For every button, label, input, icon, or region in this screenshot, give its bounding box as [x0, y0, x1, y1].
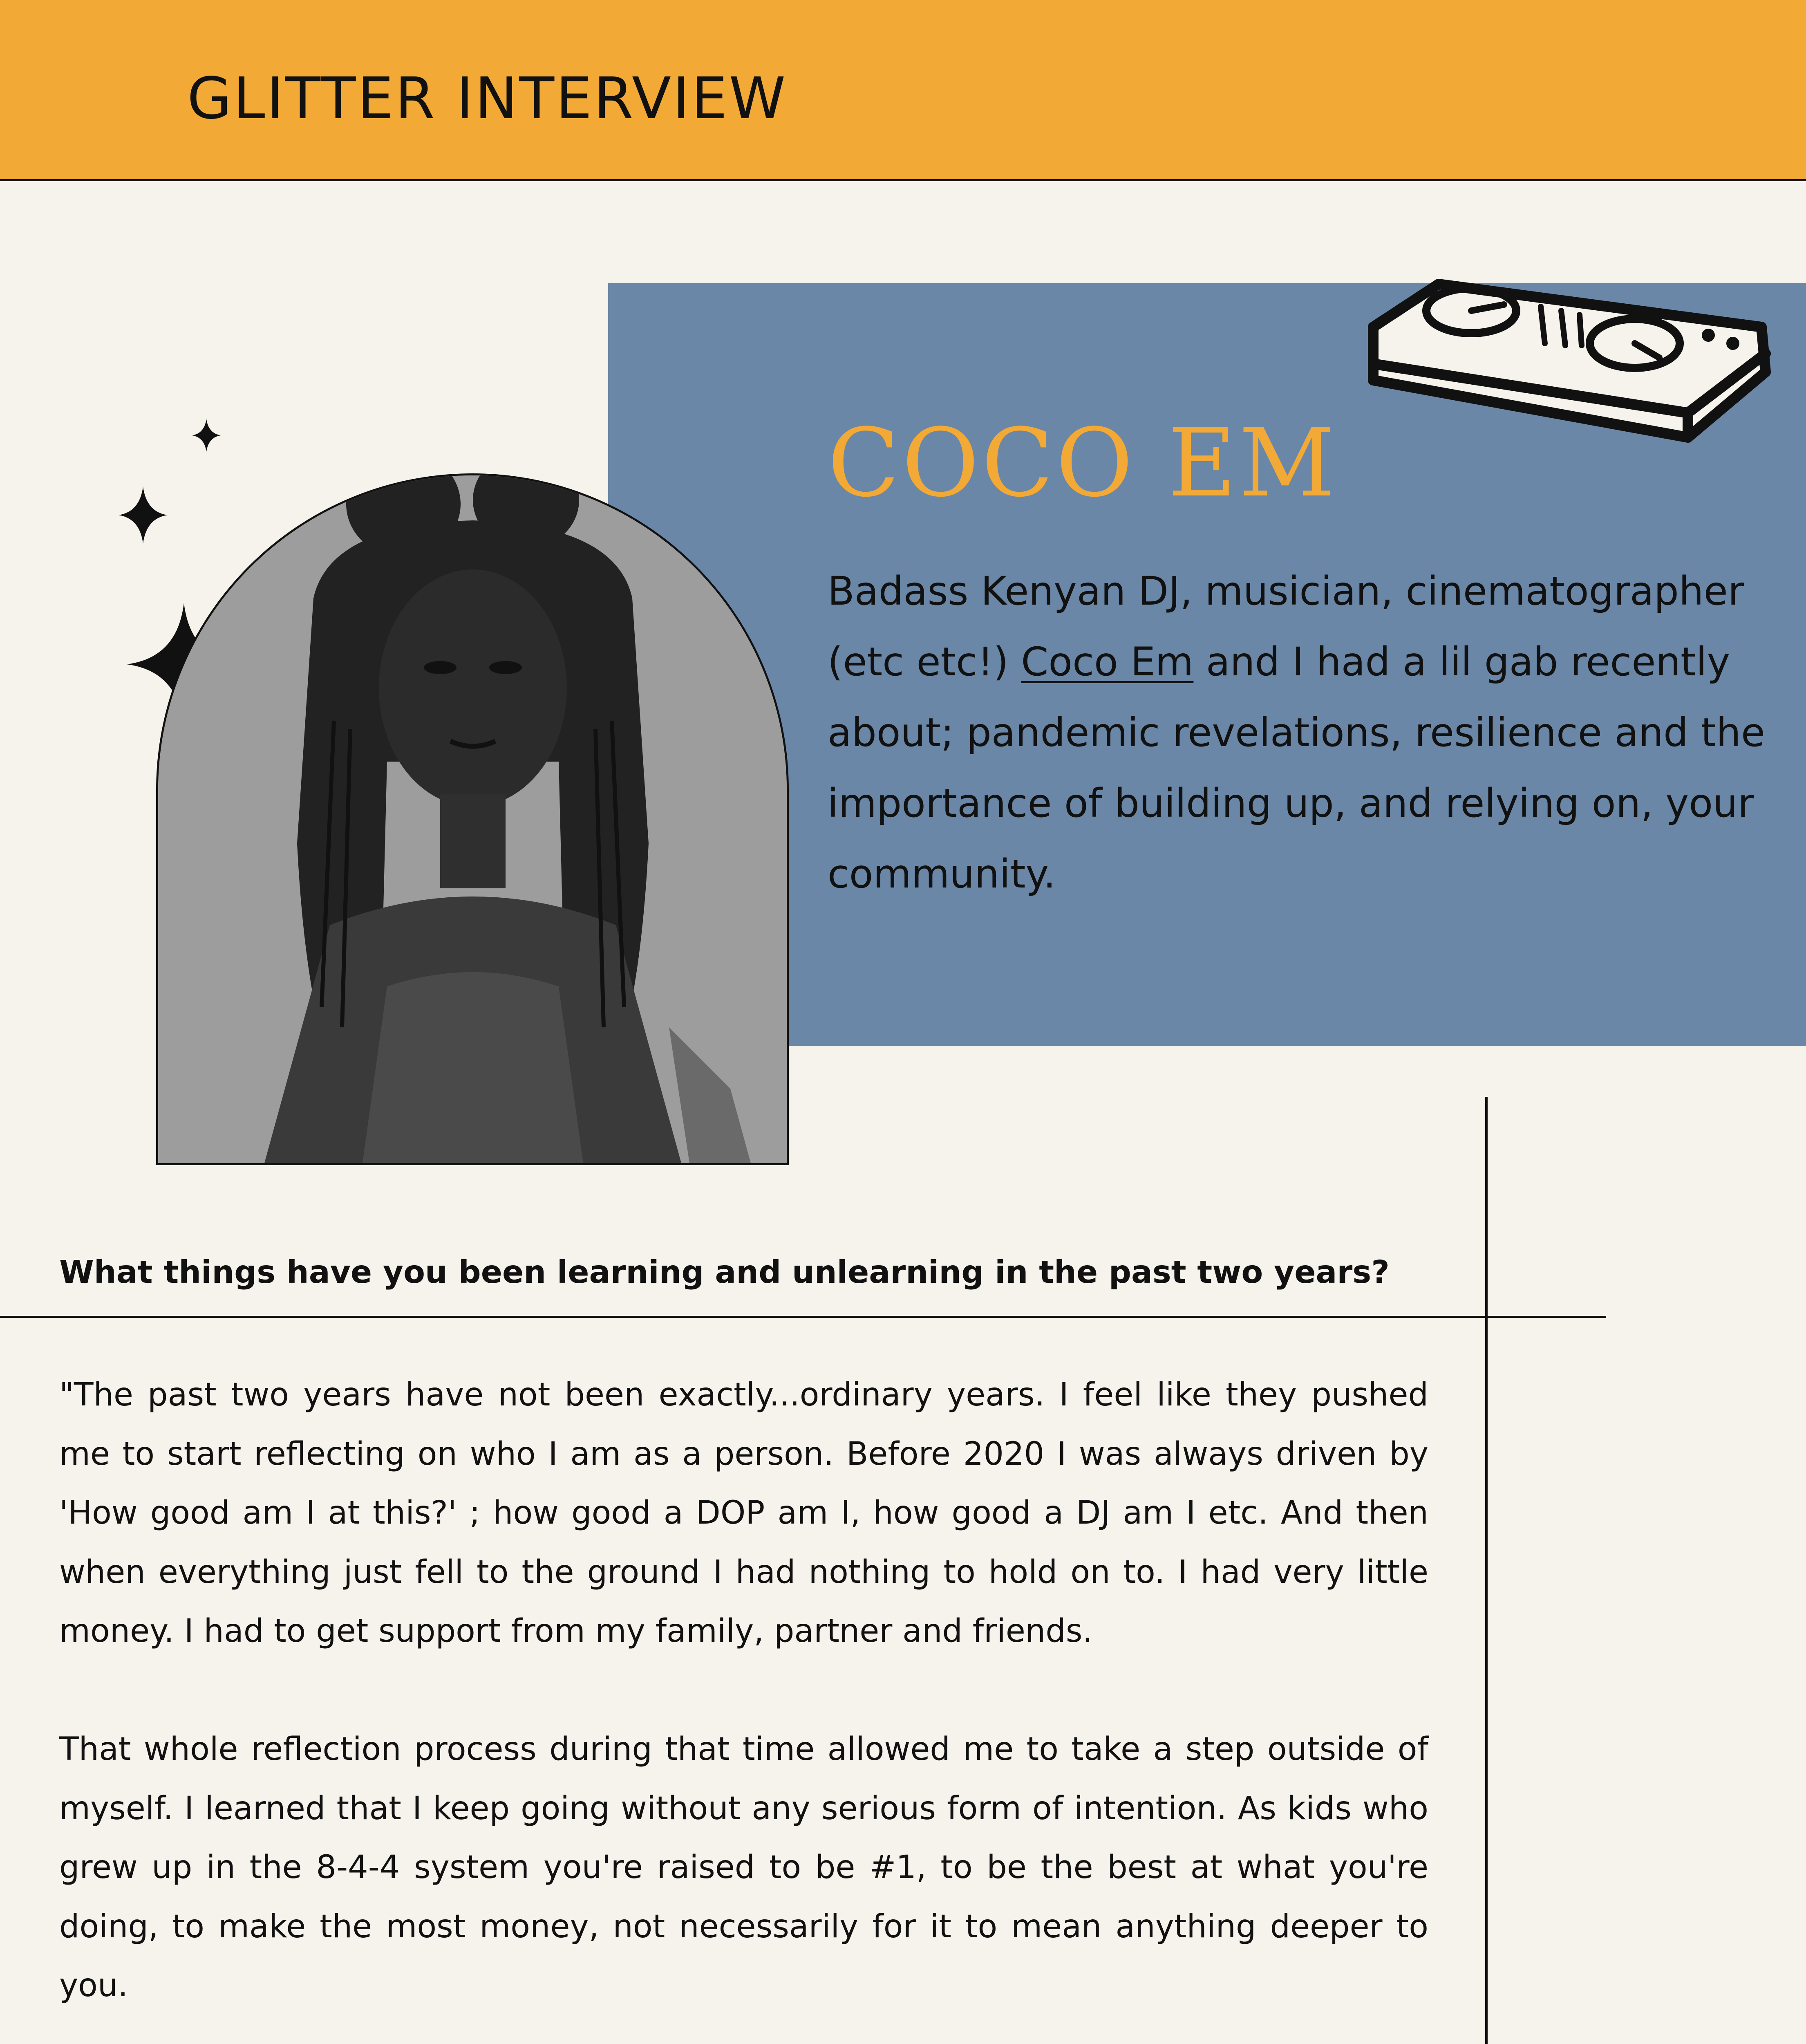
sparkle-icon	[192, 419, 221, 452]
intro-text	[828, 556, 1776, 910]
answer-paragraph: That whole reflection process during that time allowed me to take a step outside of myself. I learned that I keep going without any serious form of intention. As kids who grew up in the 8-4-4 system you're raised to be #1, to be the best at what you're doing, to make the most money, not necessarily for it to mean anything deeper to you.	[59, 1731, 1428, 2004]
interviewee-name: COCO EM	[828, 409, 1338, 518]
column-divider-vertical	[1485, 1097, 1488, 2044]
interview-answer	[59, 1365, 1428, 2044]
magazine-section-title: GLITTER INTERVIEW	[187, 65, 788, 132]
interviewee-photo	[156, 473, 789, 1165]
intro-text-part: and I had a lil gab recently about; pandemic revelations, resilience and the importance of building up, and relying on, your community.	[828, 639, 1766, 897]
interviewee-link[interactable]: Coco Em	[1021, 639, 1194, 685]
sparkle-icon	[119, 486, 168, 544]
answer-paragraph: "The past two years have not been exactly...ordinary years. I feel like they pushed me to start reflecting on who I am as a person. Before 2020 I was always driven by 'How good am I at this?' ; how good a DOP am I, how good a DJ am I etc. And then when everything just fell to the ground I had nothing to hold on to. I had very little money. I had to get support from my family, partner and friends.	[59, 1376, 1428, 1650]
question-divider-horizontal	[0, 1316, 1606, 1318]
interview-question: What things have you been learning and unlearning in the past two years?	[59, 1254, 1390, 1291]
intro-text-part: Badass Kenyan DJ, musician, cinematographer (etc etc!)	[828, 568, 1744, 685]
turntable-illustration	[1349, 266, 1778, 454]
